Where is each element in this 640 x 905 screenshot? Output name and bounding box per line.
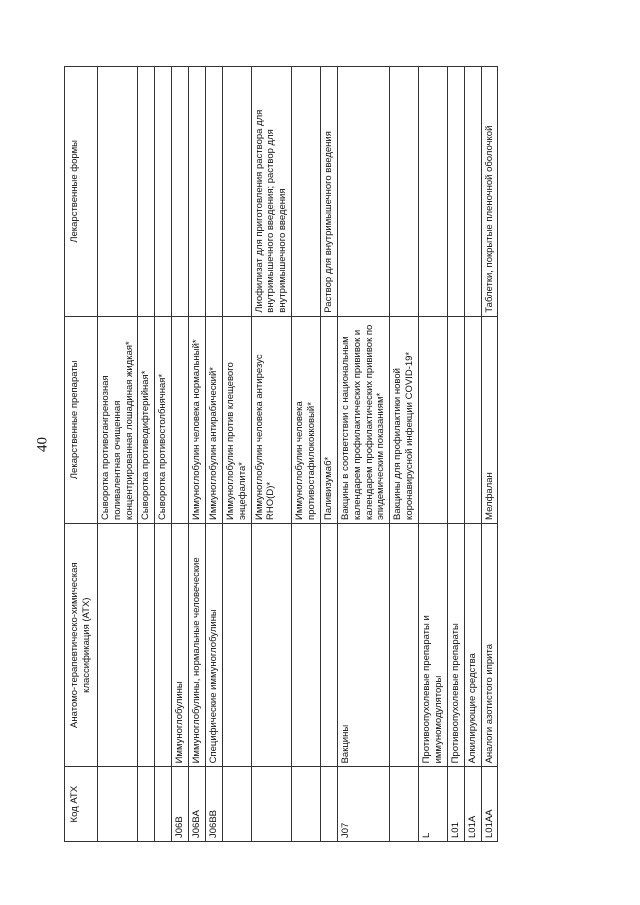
cell-form bbox=[189, 67, 206, 317]
cell-form bbox=[419, 67, 448, 317]
cell-drug bbox=[419, 316, 448, 523]
cell-atc: Специфические иммуноглобулины bbox=[205, 523, 222, 766]
table-row bbox=[138, 67, 155, 842]
cell-atc: Алкилирующие средства bbox=[464, 523, 481, 766]
cell-atc bbox=[320, 523, 337, 766]
cell-code bbox=[251, 767, 292, 842]
cell-code: L01AA bbox=[481, 767, 498, 842]
cell-drug bbox=[172, 316, 189, 523]
cell-drug: Вакцины для профилактики новой коронавирусной инфекции COVID-19* bbox=[390, 316, 419, 523]
cell-form bbox=[172, 67, 189, 317]
cell-atc: Иммуноглобулины, нормальные человеческие bbox=[189, 523, 206, 766]
cell-form bbox=[138, 67, 155, 317]
page-number: 40 bbox=[34, 437, 51, 452]
table-row bbox=[419, 67, 448, 842]
cell-code bbox=[97, 767, 138, 842]
table-row bbox=[320, 67, 337, 842]
cell-atc: Аналоги азотистого иприта bbox=[481, 523, 498, 766]
cell-form bbox=[464, 67, 481, 317]
cell-drug: Паливизумаб* bbox=[320, 316, 337, 523]
cell-code bbox=[390, 767, 419, 842]
cell-code: L01A bbox=[464, 767, 481, 842]
cell-code bbox=[155, 767, 172, 842]
cell-atc bbox=[222, 523, 251, 766]
cell-atc bbox=[292, 523, 321, 766]
cell-drug: Вакцины в соответствии с национальным календарем профилактических прививок и календарем профилактических прививок по эпидемическим показаниям* bbox=[337, 316, 390, 523]
cell-atc: Противоопухолевые препараты bbox=[447, 523, 464, 766]
cell-drug bbox=[464, 316, 481, 523]
cell-atc: Иммуноглобулины bbox=[172, 523, 189, 766]
table-row bbox=[222, 67, 251, 842]
cell-drug: Сыворотка противодифтерийная* bbox=[138, 316, 155, 523]
cell-form bbox=[205, 67, 222, 317]
table-row bbox=[337, 67, 390, 842]
cell-drug: Иммуноглобулин против клещевого энцефалита* bbox=[222, 316, 251, 523]
cell-code bbox=[320, 767, 337, 842]
header-code: Код АТХ bbox=[65, 767, 98, 842]
table-row bbox=[205, 67, 222, 842]
cell-code bbox=[138, 767, 155, 842]
cell-code bbox=[292, 767, 321, 842]
cell-atc bbox=[155, 523, 172, 766]
cell-form bbox=[390, 67, 419, 317]
table-row bbox=[155, 67, 172, 842]
cell-code: J07 bbox=[337, 767, 390, 842]
table-header-row bbox=[65, 67, 98, 842]
cell-form bbox=[337, 67, 390, 317]
cell-code bbox=[222, 767, 251, 842]
cell-form bbox=[292, 67, 321, 317]
header-forms: Лекарственные формы bbox=[65, 67, 98, 317]
table-row bbox=[251, 67, 292, 842]
table-row bbox=[172, 67, 189, 842]
cell-code: J06BB bbox=[205, 767, 222, 842]
table-row bbox=[390, 67, 419, 842]
cell-code: J06B bbox=[172, 767, 189, 842]
cell-form bbox=[155, 67, 172, 317]
cell-code: L01 bbox=[447, 767, 464, 842]
cell-form: Таблетки, покрытые пленочной оболочкой bbox=[481, 67, 498, 317]
cell-drug: Сыворотка противостолбнячная* bbox=[155, 316, 172, 523]
cell-atc bbox=[138, 523, 155, 766]
table-row bbox=[481, 67, 498, 842]
cell-code: J06BA bbox=[189, 767, 206, 842]
cell-drug: Мелфалан bbox=[481, 316, 498, 523]
cell-drug bbox=[447, 316, 464, 523]
cell-drug: Иммуноглобулин человека нормальный* bbox=[189, 316, 206, 523]
cell-form bbox=[97, 67, 138, 317]
rotated-table-container bbox=[64, 66, 584, 842]
header-atc: Анатомо-терапевтическо-химическая классификация (АТХ) bbox=[65, 523, 98, 766]
cell-form: Лиофилизат для приготовления раствора для внутримышечного введения; раствор для внутримышечного введения bbox=[251, 67, 292, 317]
cell-form bbox=[222, 67, 251, 317]
cell-code: L bbox=[419, 767, 448, 842]
table-row bbox=[447, 67, 464, 842]
cell-drug: Иммуноглобулин человека антирезус RHO(D)* bbox=[251, 316, 292, 523]
cell-atc: Вакцины bbox=[337, 523, 390, 766]
cell-atc bbox=[251, 523, 292, 766]
header-drugs: Лекарственные препараты bbox=[65, 316, 98, 523]
cell-drug: Иммуноглобулин антирабический* bbox=[205, 316, 222, 523]
cell-form: Раствор для внутримышечного введения bbox=[320, 67, 337, 317]
cell-atc bbox=[97, 523, 138, 766]
table-row bbox=[97, 67, 138, 842]
table-row bbox=[292, 67, 321, 842]
drug-table bbox=[64, 66, 498, 842]
cell-drug: Сыворотка противогангренозная поливалентная очищенная концентрированная лошадиная жидкая* bbox=[97, 316, 138, 523]
cell-drug: Иммуноглобулин человека противостафилококковый* bbox=[292, 316, 321, 523]
cell-atc: Противоопухолевые препараты и иммуномодуляторы bbox=[419, 523, 448, 766]
table-row bbox=[189, 67, 206, 842]
cell-form bbox=[447, 67, 464, 317]
table-row bbox=[464, 67, 481, 842]
cell-atc bbox=[390, 523, 419, 766]
